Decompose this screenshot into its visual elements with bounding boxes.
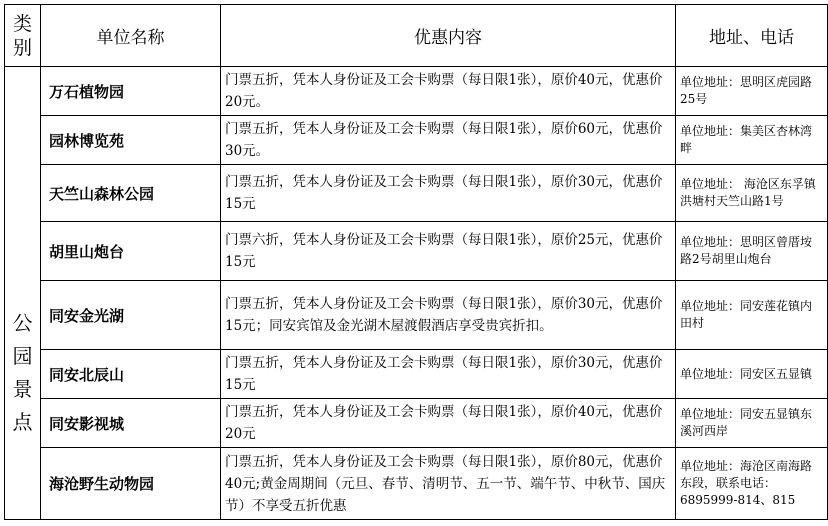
table-row (5, 399, 828, 448)
discount-content: 门票五折，凭本人身份证及工会卡购票（每日限1张），原价30元，优惠价15元；同安宾馆及金光湖木屋渡假酒店享受贵宾折扣。 (221, 281, 676, 350)
unit-name: 万石植物园 (41, 67, 221, 116)
discount-content: 门票五折，凭本人身份证及工会卡购票（每日限1张），原价40元，优惠价20元 (221, 399, 676, 448)
discount-content: 门票五折，凭本人身份证及工会卡购票（每日限1张），原价40元，优惠价20元。 (221, 67, 676, 116)
table-row (5, 165, 828, 222)
table-row (5, 448, 828, 520)
header-name: 单位名称 (41, 5, 221, 67)
unit-address: 单位地址：集美区杏林湾畔 (676, 116, 828, 165)
table-header-row (5, 5, 828, 67)
unit-name: 胡里山炮台 (41, 222, 221, 281)
unit-address: 单位地址： 海沧区东孚镇洪塘村天竺山路1号 (676, 165, 828, 222)
header-content: 优惠内容 (221, 5, 676, 67)
table-row (5, 67, 828, 116)
table-row (5, 350, 828, 399)
unit-name: 同安影视城 (41, 399, 221, 448)
header-category: 类别 (5, 5, 41, 67)
unit-name: 天竺山森林公园 (41, 165, 221, 222)
unit-address: 单位地址：思明区虎园路25号 (676, 67, 828, 116)
unit-name: 同安北辰山 (41, 350, 221, 399)
category-cell (5, 67, 41, 520)
table-row (5, 222, 828, 281)
table-row (5, 281, 828, 350)
discount-content: 门票五折，凭本人身份证及工会卡购票（每日限1张），原价30元，优惠价15元 (221, 165, 676, 222)
unit-address: 单位地址：思明区曾厝垵路2号胡里山炮台 (676, 222, 828, 281)
unit-name: 海沧野生动物园 (41, 448, 221, 520)
unit-address: 单位地址：同安五显镇东溪河西岸 (676, 399, 828, 448)
table-row (5, 116, 828, 165)
discount-content: 门票六折，凭本人身份证及工会卡购票（每日限1张），原价25元，优惠价15元 (221, 222, 676, 281)
discount-content: 门票五折，凭本人身份证及工会卡购票（每日限1张），原价60元，优惠价30元。 (221, 116, 676, 165)
discount-table (4, 4, 828, 520)
discount-content: 门票五折，凭本人身份证及工会卡购票（每日限1张），原价80元，优惠价40元;黄金周期间（元旦、春节、清明节、五一节、端午节、中秋节、国庆节）不享受五折优惠 (221, 448, 676, 520)
unit-address: 单位地址：海沧区南海路东段，联系电话：6895999-814、815 (676, 448, 828, 520)
unit-name: 园林博览苑 (41, 116, 221, 165)
header-address: 地址、电话 (676, 5, 828, 67)
unit-address: 单位地址：同安莲花镇内田村 (676, 281, 828, 350)
discount-content: 门票五折，凭本人身份证及工会卡购票（每日限1张），原价30元，优惠价15元 (221, 350, 676, 399)
category-label: 公园景点 (12, 311, 33, 434)
unit-name: 同安金光湖 (41, 281, 221, 350)
unit-address: 单位地址：同安区五显镇 (676, 350, 828, 399)
